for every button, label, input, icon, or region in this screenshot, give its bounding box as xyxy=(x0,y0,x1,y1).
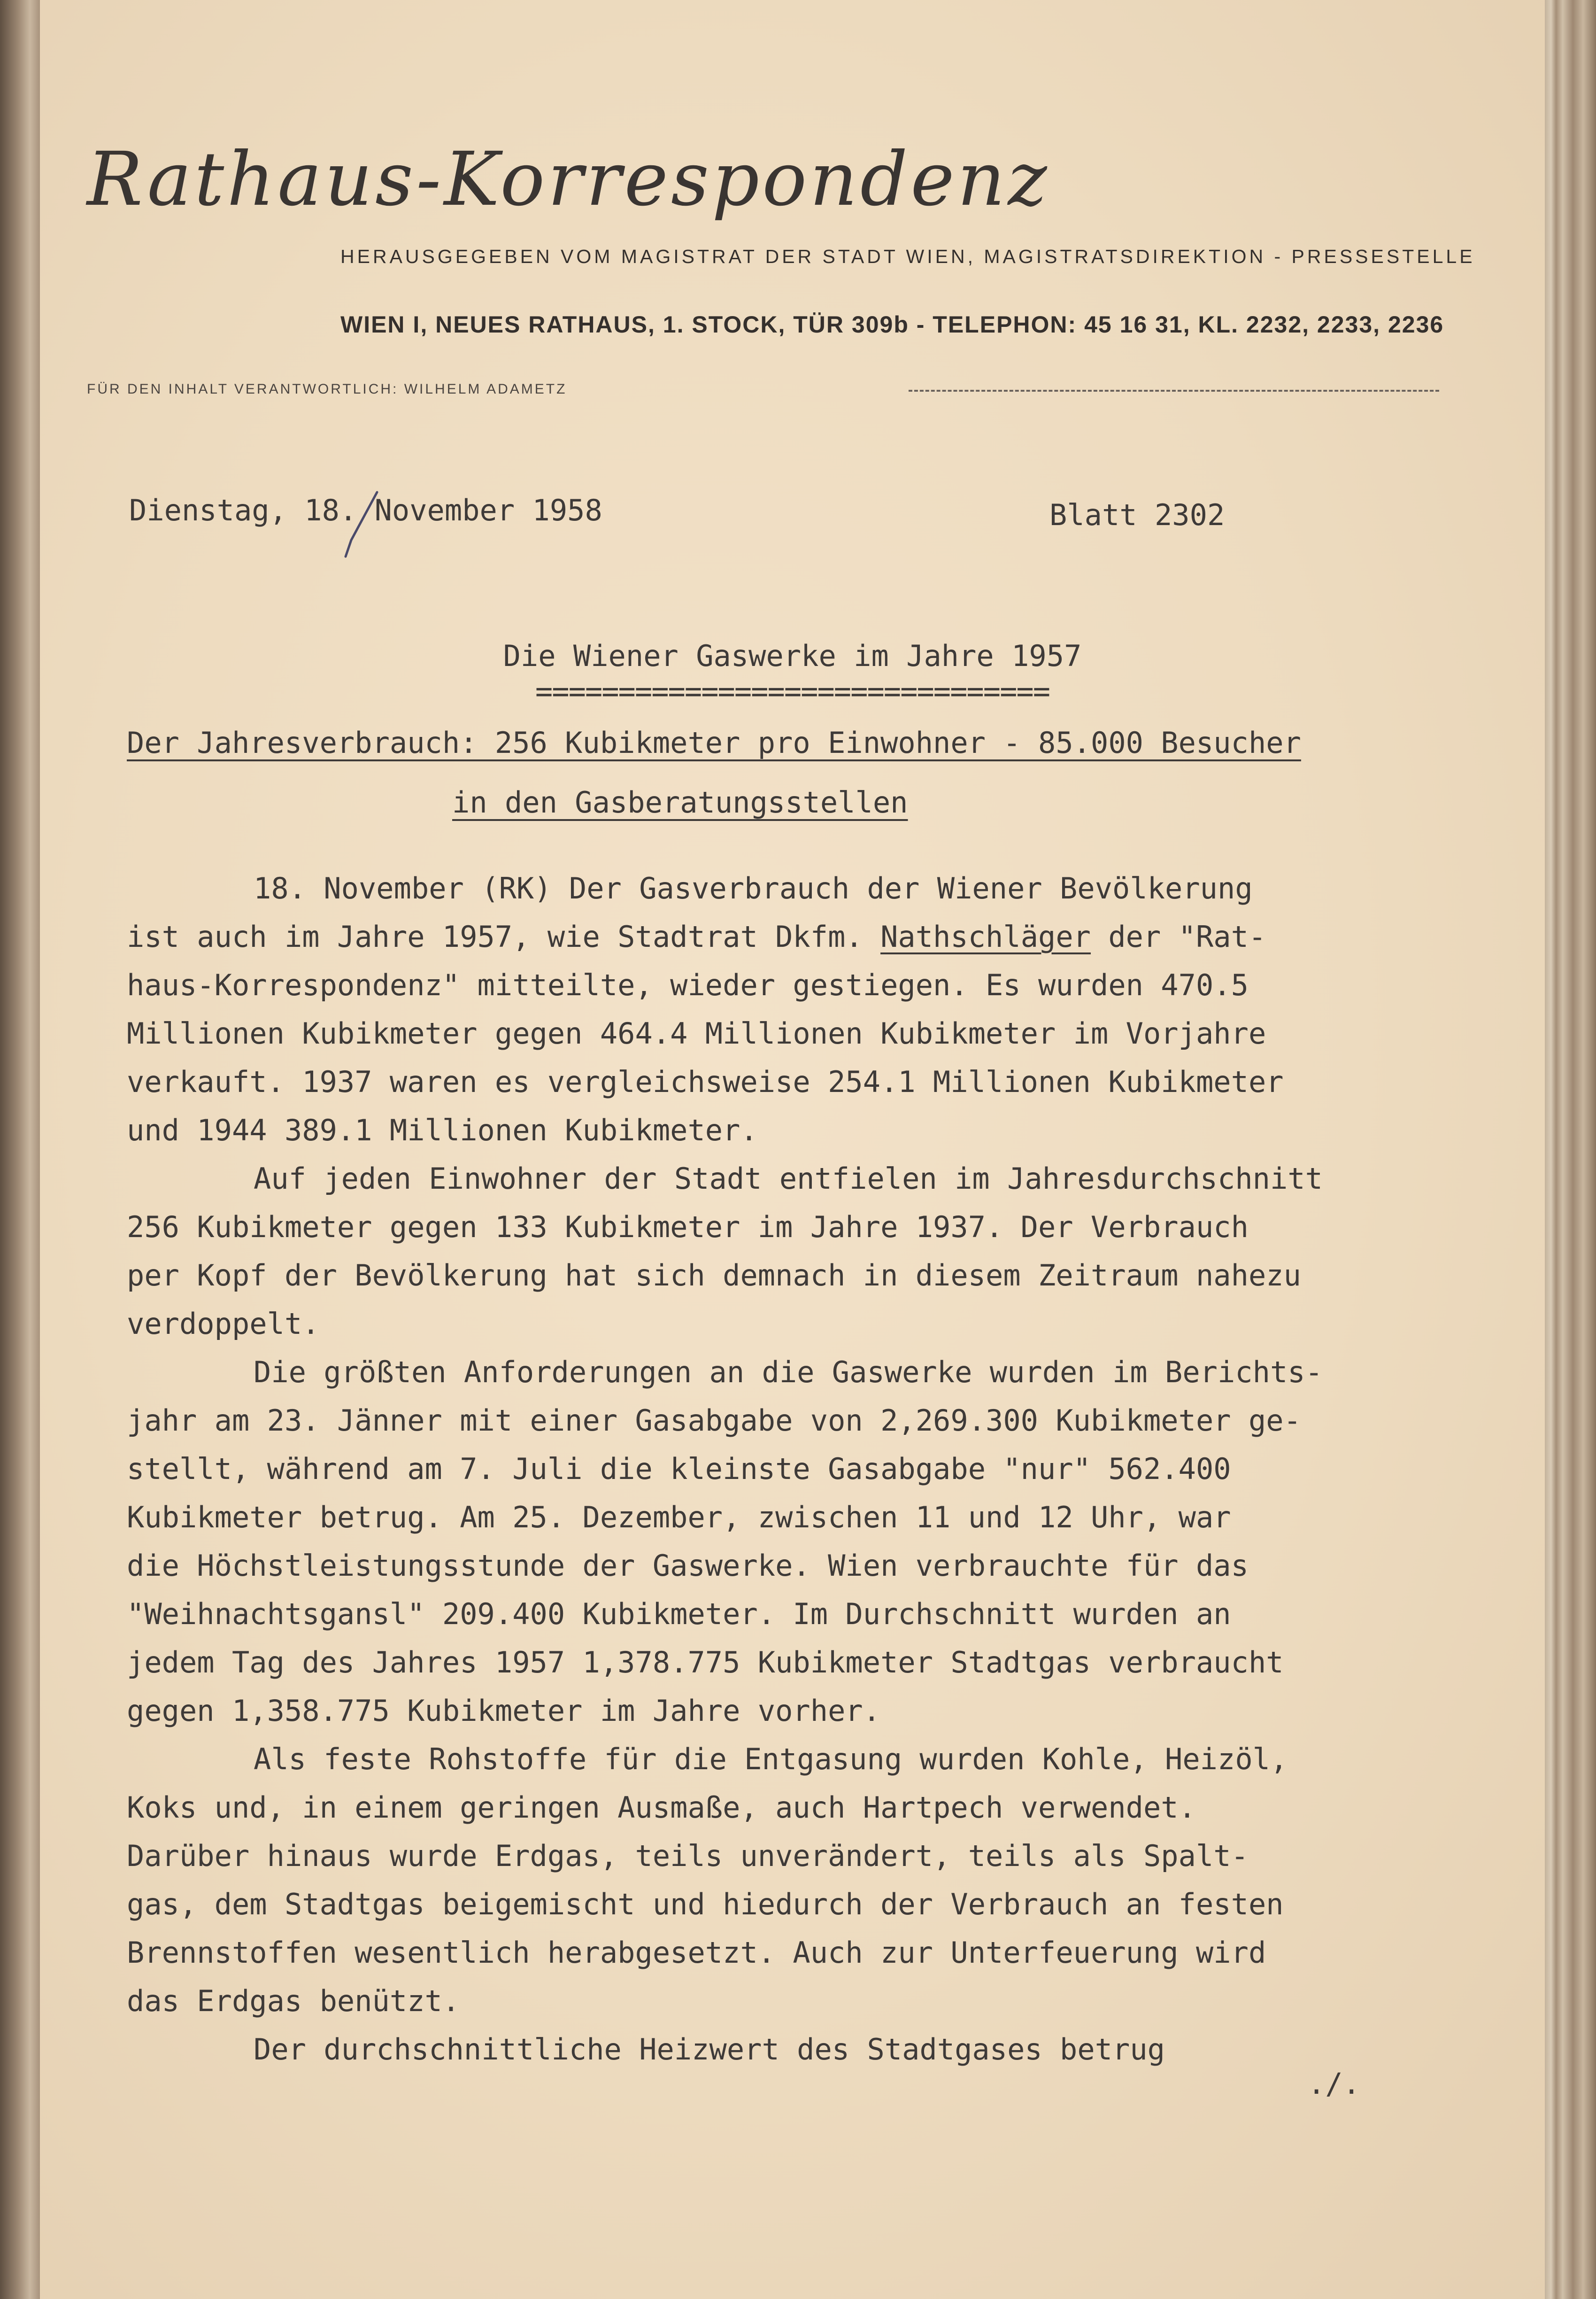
responsible-line: FÜR DEN INHALT VERANTWORTLICH: WILHELM ADAMETZ xyxy=(87,381,567,397)
body-line: verkauft. 1937 waren es vergleichsweise 254.1 Millionen Kubikmeter xyxy=(127,1065,1284,1099)
body-line: per Kopf der Bevölkerung hat sich demnach in diesem Zeitraum nahezu xyxy=(127,1258,1301,1293)
article-title-rule: =============================== xyxy=(535,674,1050,708)
body-line: 256 Kubikmeter gegen 133 Kubikmeter im Jahre 1937. Der Verbrauch xyxy=(127,1210,1249,1244)
body-line-text: der "Rat- xyxy=(1091,920,1266,954)
date-line: Dienstag, 18. November 1958 xyxy=(129,493,602,527)
body-line: Als feste Rohstoffe für die Entgasung wurden Kohle, Heizöl, xyxy=(254,1742,1288,1776)
body-line: 18. November (RK) Der Gasverbrauch der Wiener Bevölkerung xyxy=(254,871,1253,906)
body-line: Der durchschnittliche Heizwert des Stadtgases betrug xyxy=(254,2032,1165,2067)
sheet-number: Blatt 2302 xyxy=(1049,498,1225,532)
body-line: "Weihnachtsgansl" 209.400 Kubikmeter. Im Durchschnitt wurden an xyxy=(127,1597,1231,1631)
publisher-line: HERAUSGEGEBEN VOM MAGISTRAT DER STADT WIEN, MAGISTRATSDIREKTION - PRESSESTELLE xyxy=(340,246,1475,267)
binding-shadow-left xyxy=(0,0,40,2299)
masthead-title: Rathaus-Korrespondenz xyxy=(87,136,1050,223)
underlined-name: Nathschläger xyxy=(880,920,1091,954)
body-line-text: ist auch im Jahre 1957, wie Stadtrat Dkfm. xyxy=(127,920,881,954)
body-line: haus-Korrespondenz" mitteilte, wieder gestiegen. Es wurden 470.5 xyxy=(127,968,1249,1002)
document-page xyxy=(40,0,1545,2299)
article-title: Die Wiener Gaswerke im Jahre 1957 xyxy=(503,639,1082,673)
article-subtitle-line-2: in den Gasberatungsstellen xyxy=(452,785,908,820)
body-line: und 1944 389.1 Millionen Kubikmeter. xyxy=(127,1113,758,1147)
body-line: jahr am 23. Jänner mit einer Gasabgabe von 2,269.300 Kubikmeter ge- xyxy=(127,1403,1301,1438)
body-line: gas, dem Stadtgas beigemischt und hiedurch der Verbrauch an festen xyxy=(127,1887,1284,1921)
body-line: Millionen Kubikmeter gegen 464.4 Millionen Kubikmeter im Vorjahre xyxy=(127,1016,1266,1051)
body-line: das Erdgas benützt. xyxy=(127,1984,460,2018)
body-line: Darüber hinaus wurde Erdgas, teils unverändert, teils als Spalt- xyxy=(127,1839,1249,1873)
page-stack-edge-right xyxy=(1545,0,1596,2299)
body-line: stellt, während am 7. Juli die kleinste Gasabgabe "nur" 562.400 xyxy=(127,1452,1231,1486)
article-subtitle-line-1: Der Jahresverbrauch: 256 Kubikmeter pro Einwohner - 85.000 Besucher xyxy=(127,726,1301,760)
address-line: WIEN I, NEUES RATHAUS, 1. STOCK, TÜR 309b - TELEPHON: 45 16 31, KL. 2232, 2233, 2236 xyxy=(340,311,1444,338)
body-line: Koks und, in einem geringen Ausmaße, auch Hartpech verwendet. xyxy=(127,1790,1196,1825)
masthead-dashed-rule xyxy=(909,390,1439,392)
body-line: Auf jeden Einwohner der Stadt entfielen im Jahresdurchschnitt xyxy=(254,1161,1323,1196)
body-line: gegen 1,358.775 Kubikmeter im Jahre vorher. xyxy=(127,1694,881,1728)
body-line: Brennstoffen wesentlich herabgesetzt. Auch zur Unterfeuerung wird xyxy=(127,1935,1266,1970)
article-body xyxy=(127,864,1488,2074)
body-line: jedem Tag des Jahres 1957 1,378.775 Kubikmeter Stadtgas verbraucht xyxy=(127,1645,1284,1680)
body-line: Die größten Anforderungen an die Gaswerke wurden im Berichts- xyxy=(254,1355,1323,1389)
body-line: verdoppelt. xyxy=(127,1307,320,1341)
body-line xyxy=(127,913,1488,961)
body-line: Kubikmeter betrug. Am 25. Dezember, zwischen 11 und 12 Uhr, war xyxy=(127,1500,1231,1534)
handwritten-check-mark xyxy=(337,488,379,559)
continuation-mark: ./. xyxy=(1308,2067,1360,2101)
body-line: die Höchstleistungsstunde der Gaswerke. Wien verbrauchte für das xyxy=(127,1548,1249,1583)
